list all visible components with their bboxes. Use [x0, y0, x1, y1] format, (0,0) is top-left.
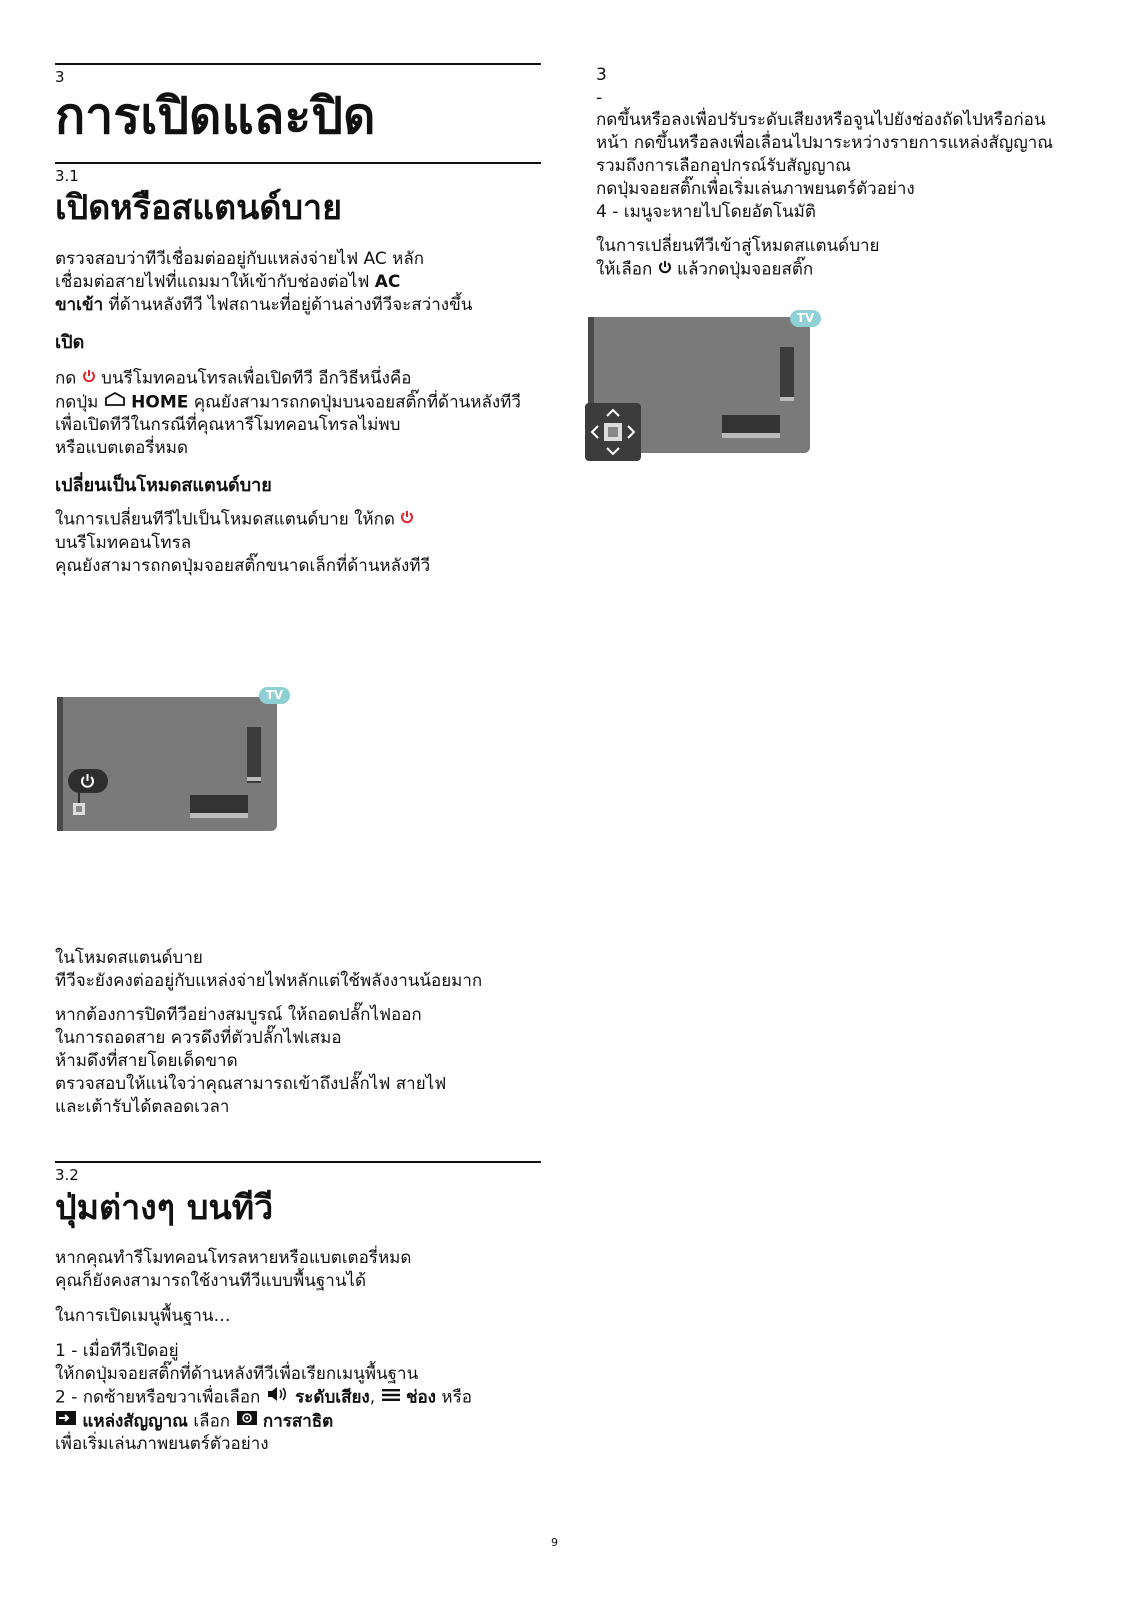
section-number: 3.2	[55, 1166, 79, 1184]
section-title: ปุ่มต่างๆ บนทีวี	[55, 1188, 274, 1228]
step-3-number: 3	[596, 65, 607, 85]
on-paragraph: กด บนรีโมทคอนโทรลเพื่อเปิดทีวี อีกวิธีหนึ่งคือ กดปุ่ม HOME คุณยังสามารถกดปุ่มบนจอยสติ๊กที่ด้านหลังทีวี เพื่อเปิดทีวีในกรณีที่คุณหารีโมทคอนโทรลไม่พบ หรือแบตเตอรี่หมด	[55, 368, 521, 458]
chapter-title: การเปิดและปิด	[55, 87, 376, 145]
section-rule	[55, 1161, 541, 1163]
chapter-rule	[55, 63, 541, 65]
demo-icon	[236, 1410, 258, 1433]
tv-back-illustration-joystick	[584, 307, 824, 471]
power-icon	[658, 258, 672, 281]
tv-badge: TV	[790, 310, 821, 327]
intro-paragraph: ตรวจสอบว่าทีวีเชื่อมต่ออยู่กับแหล่งจ่ายไฟ AC หลัก เชื่อมต่อสายไฟที่แถมมาให้เข้ากับช่องต่อไฟ AC ขาเข้า ที่ด้านหลังทีวี ไฟสถานะที่อยู่ด้านล่างทีวีจะสว่างขึ้น	[55, 249, 473, 315]
chapter-number: 3	[55, 68, 65, 86]
home-icon	[104, 391, 126, 414]
power-icon	[400, 508, 414, 531]
source-icon	[55, 1410, 77, 1433]
page-number: 9	[551, 1536, 558, 1549]
standby-heading: เปลี่ยนเป็นโหมดสแตนด์บาย	[55, 475, 272, 496]
section-title: เปิดหรือสแตนด์บาย	[55, 188, 343, 228]
power-icon	[82, 367, 96, 390]
on-heading: เปิด	[55, 332, 85, 353]
standby-paragraph: ในการเปลี่ยนทีวีไปเป็นโหมดสแตนด์บาย ให้กด บนรีโมทคอนโทรล คุณยังสามารถกดปุ่มจอยสติ๊กขนาดเล็กที่ด้านหลังทีวี	[55, 509, 431, 576]
tv-badge: TV	[259, 687, 290, 704]
standby-switch-paragraph: ในการเปลี่ยนทีวีเข้าสู่โหมดสแตนด์บาย ให้เลือก แล้วกดปุ่มจอยสติ๊ก	[596, 236, 880, 280]
volume-icon	[266, 1386, 290, 1409]
section-number: 3.1	[55, 167, 79, 185]
steps-list: 1 - เมื่อทีวีเปิดอยู่ ให้กดปุ่มจอยสติ๊กที่ด้านหลังทีวีเพื่อเรียกเมนูพื้นฐาน 2 - กดซ้ายหรือขวาเพื่อเลือก ระดับเสียง, ช่อง หรือ แหล่งสัญญาณ เลือก การสาธิต เพื่อเริ่มเล่นภาพยนตร์ตัวอย่าง	[55, 1341, 472, 1454]
section-rule	[55, 162, 541, 164]
step-3-dash: -	[596, 88, 603, 108]
step-3-paragraph: กดขึ้นหรือลงเพื่อปรับระดับเสียงหรือจูนไปยังช่องถัดไปหรือก่อน หน้า กดขึ้นหรือลงเพื่อเลื่อนไปมาระหว่างรายการแหล่งสัญญาณ รวมถึงการเลือกอุปกรณ์รับสัญญาณ กดปุ่มจอยสติ๊กเพื่อเริ่มเล่นภาพยนตร์ตัวอย่าง 4 - เมนูจะหายไปโดยอัตโนมัติ	[596, 110, 1054, 222]
standby-mode-paragraph: ในโหมดสแตนด์บาย ทีวีจะยังคงต่ออยู่กับแหล่งจ่ายไฟหลักแต่ใช้พลังงานน้อยมาก	[55, 948, 483, 991]
menu-intro: ในการเปิดเมนูพื้นฐาน…	[55, 1306, 231, 1326]
keys-intro-paragraph: หากคุณทำรีโมทคอนโทรลหายหรือแบตเตอรี่หมด คุณก็ยังคงสามารถใช้งานทีวีแบบพื้นฐานได้	[55, 1248, 412, 1291]
channel-list-icon	[381, 1386, 401, 1409]
tv-back-illustration-power	[55, 685, 295, 839]
switch-off-paragraph: หากต้องการปิดทีวีอย่างสมบูรณ์ ให้ถอดปลั๊กไฟออก ในการถอดสาย ควรดึงที่ตัวปลั๊กไฟเสมอ ห้ามดึงที่สายโดยเด็ดขาด ตรวจสอบให้แน่ใจว่าคุณสามารถเข้าถึงปลั๊กไฟ สายไฟ และเต้ารับได้ตลอดเวลา	[55, 1005, 447, 1117]
